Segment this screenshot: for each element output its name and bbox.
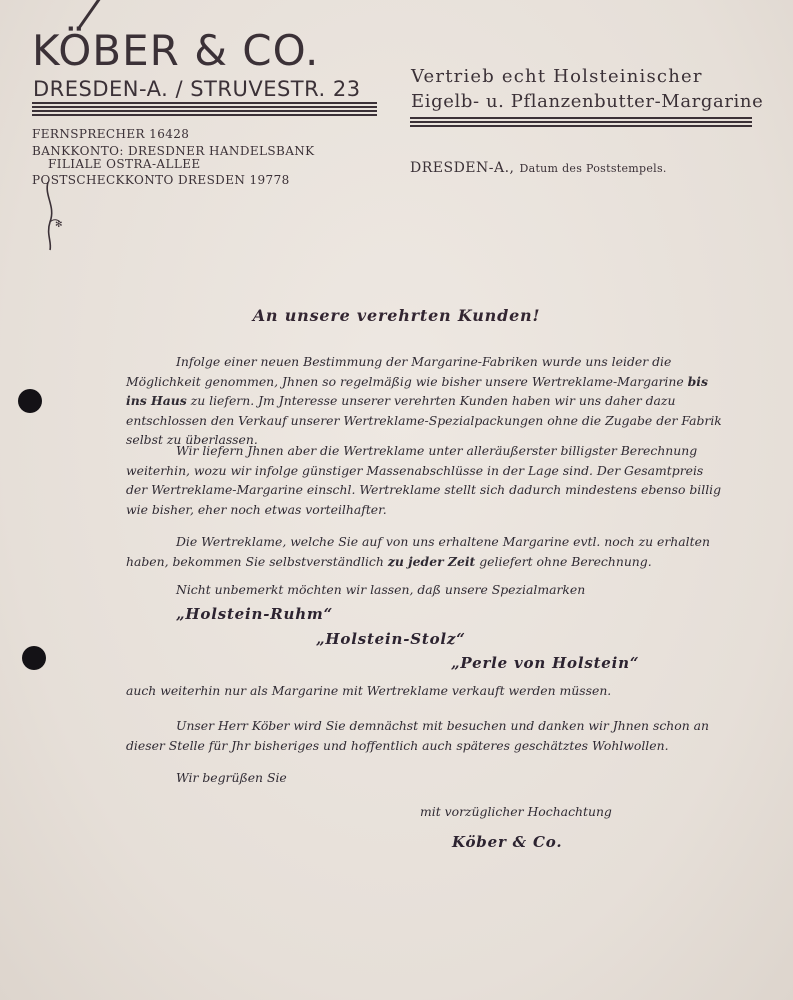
paragraph-3	[126, 532, 724, 571]
letterhead-rule-left	[32, 102, 377, 118]
tagline-line2: Eigelb- u. Pflanzenbutter-Margarine	[411, 91, 764, 112]
date-note: Datum des Poststempels.	[519, 162, 667, 175]
contact-postcheck: POSTSCHECKKONTO DRESDEN 19778	[32, 173, 290, 187]
letter-heading: An unsere verehrten Kunden!	[252, 306, 541, 325]
accent-stroke	[77, 0, 101, 29]
floral-ornament	[38, 178, 68, 253]
contact-phone: FERNSPRECHER 16428	[32, 127, 190, 141]
paragraph-1-end: zu liefern. Jm Jnteresse unserer verehrten Kunden haben wir uns daher dazu entschlossen den Verkauf unserer Wertreklame-Spezialpackungen ohne die Zugabe der Fabrik selbst zu überlassen.	[126, 393, 722, 447]
svg-text:✻: ✻	[55, 220, 63, 230]
paragraph-1	[126, 352, 724, 450]
emphasis-bis-ins-haus: bis ins Haus	[126, 373, 708, 408]
brand-holstein-ruhm: „Holstein-Ruhm“	[176, 605, 334, 623]
paragraph-6: Unser Herr Köber wird Sie demnächst mit besuchen und danken wir Jhnen schon an dieser Stelle für Jhr bisheriges und hoffentlich auch späteres geschätztes Wohlwollen.	[126, 718, 709, 753]
paragraph-3-end: geliefert ohne Berechnung.	[479, 553, 652, 569]
paragraph-2: Wir liefern Jhnen aber die Wertreklame unter alleräußerster billigster Berechnung weiterhin, wozu wir infolge günstiger Massenabschlüsse in der Lage sind. Der Gesamtpreis der Wertreklame-Margarine einschl. Wertreklame stellt sich dadurch mindestens ebenso billig wie bisher, eher noch etwas vorteilhafter.	[126, 443, 722, 517]
brand-holstein-stolz: „Holstein-Stolz“	[316, 630, 466, 648]
signature: Köber & Co.	[452, 833, 563, 851]
contact-bank-branch: FILIALE OSTRA-ALLEE	[48, 157, 201, 171]
paragraph-4: Nicht unbemerkt möchten wir lassen, daß unsere Spezialmarken	[176, 582, 586, 597]
greeting: Wir begrüßen Sie	[176, 770, 287, 785]
contact-bank: BANKKONTO: DRESDNER HANDELSBANK	[32, 144, 315, 158]
company-address: DRESDEN-A. / STRUVESTR. 23	[33, 77, 361, 101]
closing-phrase: mit vorzüglicher Hochachtung	[420, 804, 612, 819]
letterhead-rule-right	[410, 117, 752, 129]
paragraph-1-start: Infolge einer neuen Bestimmung der Margarine-Fabriken wurde uns leider die Möglichkeit genommen, Jhnen so regelmäßig wie bisher unsere Wertreklame-Margarine	[126, 354, 684, 389]
place-name: DRESDEN-A.,	[410, 160, 515, 176]
tagline-line1: Vertrieb echt Holsteinischer	[411, 66, 703, 87]
punch-hole-lower	[22, 646, 46, 670]
emphasis-zu-jeder-zeit: zu jeder Zeit	[387, 553, 476, 569]
punch-hole-upper	[18, 389, 42, 413]
paragraph-5: auch weiterhin nur als Margarine mit Wertreklame verkauft werden müssen.	[126, 683, 612, 698]
place-date	[410, 160, 667, 176]
brand-perle-von-holstein: „Perle von Holstein“	[451, 654, 640, 672]
paragraph-3-start: Die Wertreklame, welche Sie auf von uns erhaltene Margarine evtl. noch zu erhalten haben, bekommen Sie selbstverständlich	[126, 534, 710, 569]
company-name: KÖBER & CO.	[32, 26, 320, 75]
